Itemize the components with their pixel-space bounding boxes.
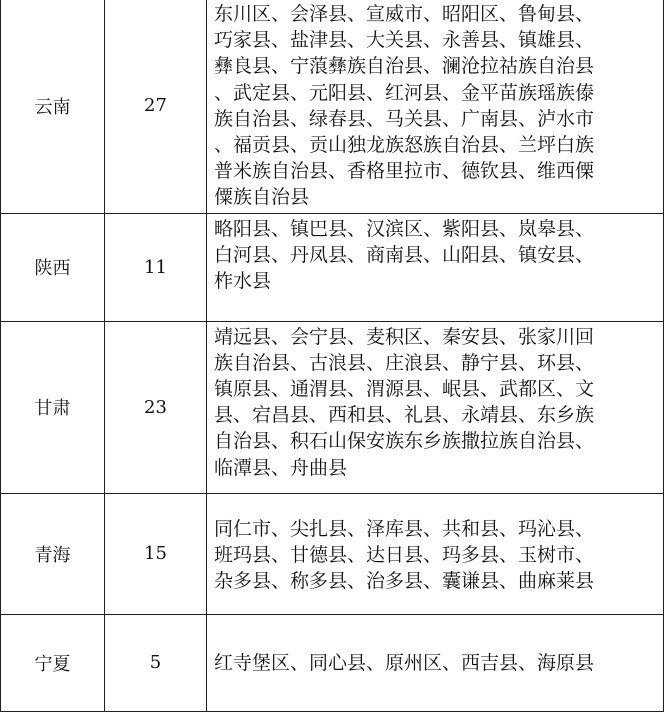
count-cell: 5	[105, 614, 207, 711]
province-cell: 甘肃	[1, 321, 105, 493]
counties-line: 、福贡县、贡山独龙族怒族自治县、兰坪白族	[214, 134, 595, 157]
counties-line: 班玛县、甘德县、达日县、玛多县、玉树市、	[214, 543, 595, 566]
table-row	[1, 321, 664, 493]
counties-line: 东川区、会泽县、宣威市、昭阳区、鲁甸县、	[214, 3, 595, 25]
count-cell: 27	[105, 0, 207, 213]
count-cell: 11	[105, 213, 207, 321]
counties-cell	[207, 493, 664, 614]
counties-line: 彝良县、宁蒗彝族自治县、澜沧拉祜族自治县	[214, 55, 595, 78]
counties-line: 僳族自治县	[214, 186, 310, 209]
counties-line: 镇原县、通渭县、渭源县、岷县、武都区、文	[214, 378, 595, 401]
table-row	[1, 493, 664, 614]
province-cell: 青海	[1, 493, 105, 614]
counties-line: 县、宕昌县、西和县、礼县、永靖县、东乡族	[214, 404, 595, 427]
counties-line: 临潭县、舟曲县	[214, 456, 348, 479]
province-cell: 云南	[1, 0, 105, 213]
counties-line: 白河县、丹凤县、商南县、山阳县、镇安县、	[214, 243, 595, 266]
counties-cell	[207, 213, 664, 321]
counties-line: 靖远县、会宁县、麦积区、秦安县、张家川回	[214, 325, 595, 348]
counties-line: 族自治县、绿春县、马关县、广南县、泸水市	[214, 107, 595, 130]
counties-cell	[207, 0, 664, 213]
count-cell: 23	[105, 321, 207, 493]
table-row	[1, 213, 664, 321]
province-cell: 宁夏	[1, 614, 105, 711]
counties-line: 普米族自治县、香格里拉市、德钦县、维西傈	[214, 160, 595, 183]
province-cell: 陕西	[1, 213, 105, 321]
counties-line: 巧家县、盐津县、大关县、永善县、镇雄县、	[214, 29, 595, 52]
counties-line: 杂多县、称多县、治多县、囊谦县、曲麻莱县	[214, 570, 595, 593]
counties-cell	[207, 614, 664, 711]
counties-line: 族自治县、古浪县、庄浪县、静宁县、环县、	[214, 351, 595, 374]
counties-line: 红寺堡区、同心县、原州区、西吉县、海原县	[214, 651, 595, 674]
count-cell: 15	[105, 493, 207, 614]
counties-line: 柞水县	[214, 270, 272, 293]
table-row	[1, 614, 664, 711]
table-row	[1, 0, 664, 213]
counties-line: 略阳县、镇巴县、汉滨区、紫阳县、岚皋县、	[214, 217, 595, 240]
counties-line: 、武定县、元阳县、红河县、金平苗族瑶族傣	[214, 81, 595, 104]
counties-line: 同仁市、尖扎县、泽库县、共和县、玛沁县、	[214, 517, 595, 540]
counties-line: 自治县、积石山保安族东乡族撒拉族自治县、	[214, 430, 595, 453]
counties-cell	[207, 321, 664, 493]
